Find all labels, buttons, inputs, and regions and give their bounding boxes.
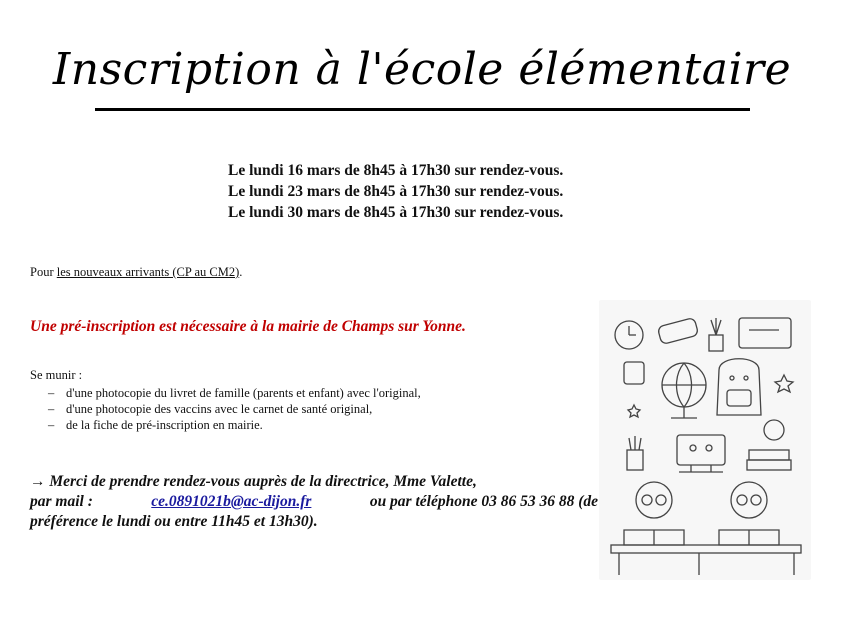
date-line: Le lundi 16 mars de 8h45 à 17h30 sur rendez-vous.: [228, 162, 564, 179]
audience-note: [30, 265, 242, 280]
dates-list: [228, 160, 563, 223]
audience-suffix: .: [239, 265, 243, 279]
list-item: – de la fiche de pré-inscription en mairie.: [48, 418, 263, 432]
email-link[interactable]: ce.0891021b@ac-dijon.fr: [151, 493, 312, 510]
audience-highlight: les nouveaux arrivants (CP au CM2): [56, 265, 240, 279]
contact-line-2: [30, 492, 598, 512]
date-line: Le lundi 30 mars de 8h45 à 17h30 sur rendez-vous.: [228, 204, 564, 221]
requirements-list: [30, 385, 421, 433]
page-title: Inscription à l'école élémentaire: [52, 44, 792, 95]
requirements-heading: Se munir :: [30, 368, 83, 382]
list-item: – d'une photocopie du livret de famille (parents et enfant) avec l'original,: [48, 386, 421, 400]
contact-block: [30, 472, 598, 532]
requirements-section: [30, 368, 421, 433]
phone-text: ou par téléphone 03 86 53 36 88 (de: [369, 493, 598, 510]
date-line: Le lundi 23 mars de 8h45 à 17h30 sur rendez-vous.: [228, 183, 564, 200]
preinscription-notice: Une pré-inscription est nécessaire à la mairie de Champs sur Yonne.: [30, 318, 466, 335]
list-item: – d'une photocopie des vaccins avec le carnet de santé original,: [48, 402, 373, 416]
title-underline: [95, 108, 750, 111]
mail-prefix: par mail :: [30, 493, 93, 510]
contact-line-1: → Merci de prendre rendez-vous auprès de la directrice, Mme Valette,: [30, 473, 477, 490]
audience-prefix: Pour: [30, 265, 57, 279]
school-children-illustration: [599, 300, 811, 580]
contact-line-3: préférence le lundi ou entre 11h45 et 13h30).: [30, 513, 318, 530]
